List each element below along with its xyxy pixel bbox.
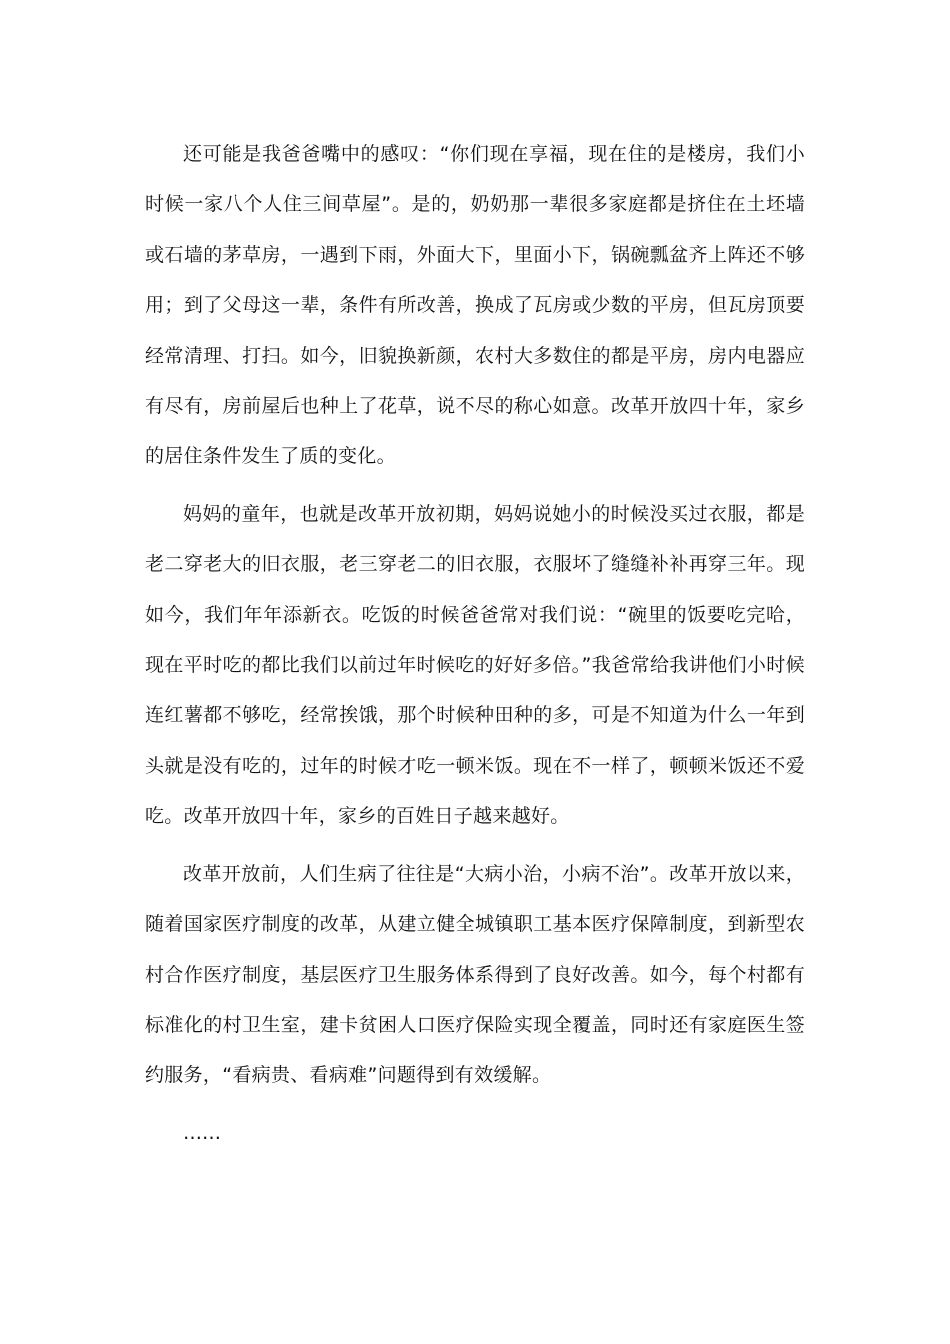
continuation-ellipsis: …… (183, 1121, 221, 1144)
paragraph-housing: 还可能是我爸爸嘴中的感叹：“你们现在享福，现在住的是楼房，我们小时候一家八个人住三间草屋”。是的，奶奶那一辈很多家庭都是挤住在土坯墙或石墙的茅草房，一遇到下雨，外面大下，里面小下，锅碗瓢盆齐上阵还不够用；到了父母这一辈，条件有所改善，换成了瓦房或少数的平房，但瓦房顶要经常清理、打扫。如今，旧貌换新颜，农村大多数住的都是平房，房内电器应有尽有，房前屋后也种上了花草，说不尽的称心如意。改革开放四十年，家乡的居住条件发生了质的变化。 (145, 143, 805, 468)
paragraph-healthcare: 改革开放前，人们生病了往往是“大病小治，小病不治”。改革开放以来，随着国家医疗制度的改革，从建立健全城镇职工基本医疗保障制度，到新型农村合作医疗制度，基层医疗卫生服务体系得到了良好改善。如今，每个村都有标准化的村卫生室，建卡贫困人口医疗保险实现全覆盖，同时还有家庭医生签约服务，“看病贵、看病难”问题得到有效缓解。 (145, 862, 805, 1087)
document-body (145, 129, 805, 1158)
paragraph-food-clothing: 妈妈的童年，也就是改革开放初期，妈妈说她小的时候没买过衣服，都是老二穿老大的旧衣服，老三穿老二的旧衣服，衣服坏了缝缝补补再穿三年。现如今，我们年年添新衣。吃饭的时候爸爸常对我们说：“碗里的饭要吃完哈，现在平时吃的都比我们以前过年时候吃的好好多倍。”我爸常给我讲他们小时候连红薯都不够吃，经常挨饿，那个时候种田种的多，可是不知道为什么一年到头就是没有吃的，过年的时候才吃一顿米饭。现在不一样了，顿顿米饭还不爱吃。改革开放四十年，家乡的百姓日子越来越好。 (145, 502, 805, 828)
